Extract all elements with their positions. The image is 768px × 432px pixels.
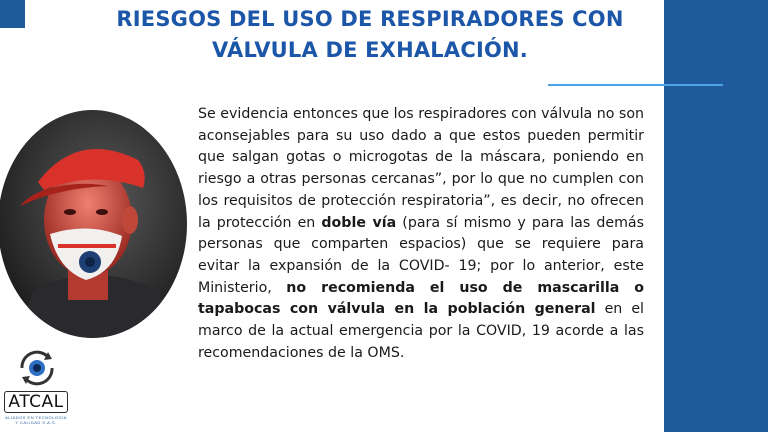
right-side-bar: [664, 0, 768, 432]
emphasis-doble-via: doble vía: [321, 214, 397, 231]
atcal-logo: [4, 349, 68, 429]
title-line-1: RIESGOS DEL USO DE RESPIRADORES CON: [116, 7, 624, 31]
emphasis-recommendation: no recomienda el uso de mascarilla o tapabocas con válvula en la población general: [198, 279, 644, 318]
body-paragraph: [198, 104, 644, 364]
logo-tagline: ALIADOS EN TECNOLOGÍA Y CALIDAD S.A.S.: [5, 415, 67, 425]
body-text-part-1: Se evidencia entonces que los respiradores con válvula no son aconsejables para su uso dado a que estos pueden permitir que salgan gotas o microgotas de la máscara, poniendo en riesgo a otras personas cercanas”, por lo que no cumplen con los requisitos de protección respiratoria”, es decir, no ofrecen la protección en: [198, 106, 644, 231]
page-title: [90, 4, 650, 66]
corner-decoration: [0, 0, 25, 28]
title-line-2: VÁLVULA DE EXHALACIÓN.: [212, 38, 528, 62]
logo-eye-icon: [18, 349, 56, 387]
body-text-part-2: (para sí mismo y para las demás personas que comparten espacios) que se requiere para evitar la expansión de la COVID- 19; por lo anterior, este Ministerio,: [198, 214, 645, 296]
body-text-part-3: en el marco de la actual emergencia por la COVID, 19 acorde a las recomendaciones de la OMS.: [198, 301, 644, 361]
person-with-respirator-photo: [0, 110, 187, 338]
accent-divider: [548, 84, 723, 86]
logo-wordmark: ATCAL: [4, 391, 68, 413]
